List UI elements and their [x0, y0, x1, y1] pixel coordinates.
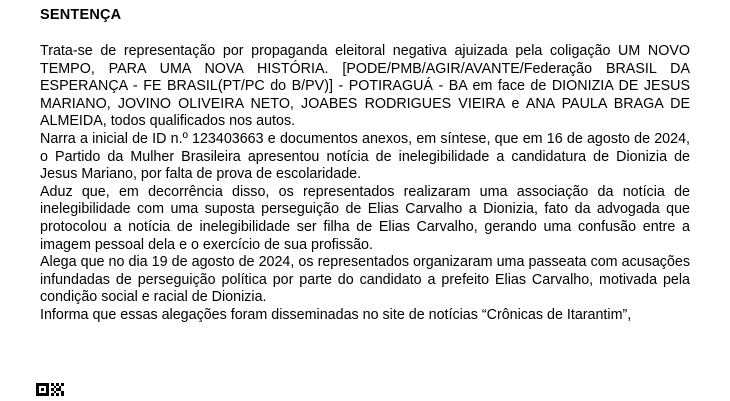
paragraph-association: Aduz que, em decorrência disso, os representados realizaram uma associação da notícia de inelegibilidade com uma suposta perseguição de Elias Carvalho a Dionizia, fato da advogada que protocolou a notícia de inelegibilidade ser filha de Elias Carvalho, gerando uma confusão entre a imagem pessoal dela e o exercício de sua profissão. [40, 183, 690, 253]
paragraph-initial-claim: Narra a inicial de ID n.º 123403663 e documentos anexos, em síntese, que em 16 de agosto de 2024, o Partido da Mulher Brasileira apresentou notícia de inelegibilidade a candidatura de Dionizia de Jesus Mariano, por falta de prova de escolaridade. [40, 130, 690, 183]
paragraph-dissemination: Informa que essas alegações foram disseminadas no site de notícias “Crônicas de Itarantim”, [40, 306, 632, 323]
document-heading: SENTENÇA [40, 7, 122, 23]
qr-code-block-1 [36, 383, 49, 396]
paragraph-representation: Trata-se de representação por propaganda eleitoral negativa ajuizada pela coligação UM NOVO TEMPO, PARA UMA NOVA HISTÓRIA. [PODE/PMB/AGIR/AVANTE/Federação BRASIL DA ESPERANÇA - FE BRASIL(PT/PC do B/PV)] - POTIRAGUÁ - BA em face de DIONIZIA DE JESUS MARIANO, JOVINO OLIVEIRA NETO, JOABES RODRIGUES VIEIRA e ANA PAULA BRAGA DE ALMEIDA, todos qualificados nos autos. [40, 43, 690, 130]
paragraph-march: Alega que no dia 19 de agosto de 2024, os representados organizaram uma passeata com acusações infundadas de perseguição política por parte do candidato a prefeito Elias Carvalho, motivada pela condição social e racial de Dionizia. [40, 254, 690, 306]
qr-code-icon [36, 383, 64, 396]
qr-code-block-2 [51, 383, 64, 396]
document-body [40, 43, 690, 325]
